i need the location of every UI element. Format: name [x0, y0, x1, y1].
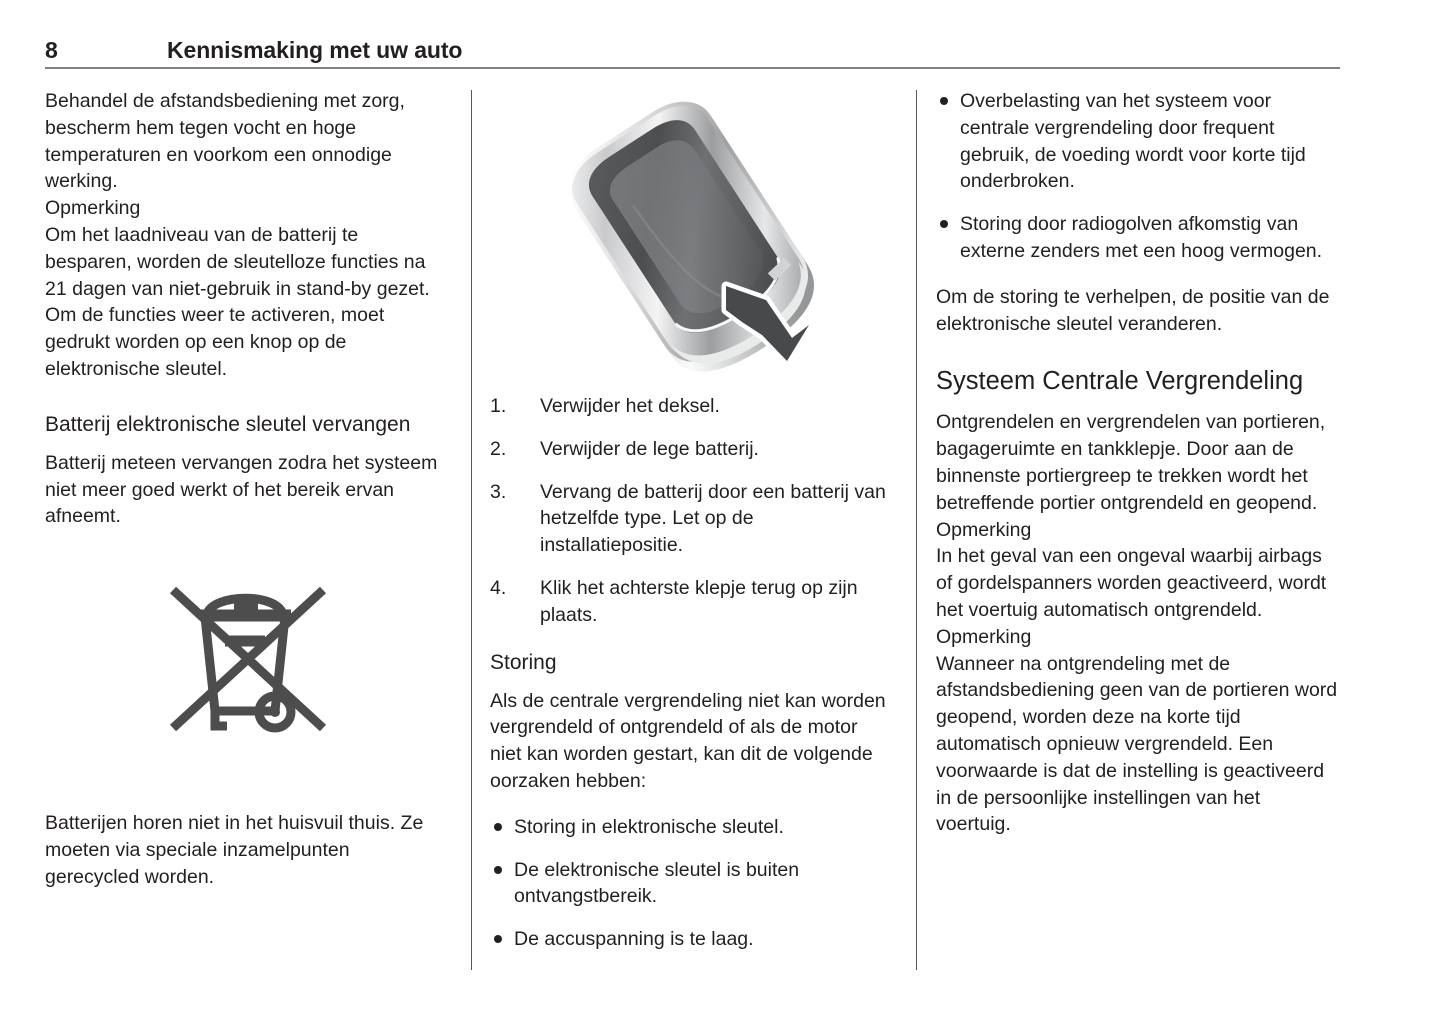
battery-replacement-heading: Batterij elektronische sleutel vervangen — [45, 412, 411, 436]
fault-causes-list — [490, 814, 894, 953]
page-number: 8 — [45, 37, 58, 63]
list-item: De accuspanning is te laag. — [490, 926, 894, 953]
page-header — [45, 36, 1340, 70]
column-divider-left — [471, 90, 472, 970]
note-paragraph: Om het laadniveau van de batterij te besparen, worden de sleutelloze functies na 21 dagen van niet-gebruik in stand-by gezet. Om de functies weer te activeren, moet gedrukt worden op een knop op de elektronische sleutel. — [45, 223, 430, 380]
intro-paragraph: Behandel de afstandsbediening met zorg, bescherm hem tegen vocht en hoge temperaturen en voorkom een onnodige werking. — [45, 90, 405, 193]
fault-paragraph: Als de centrale vergrendeling niet kan worden vergrendeld of ontgrendeld of als de motor niet kan worden gestart, kan dit de volgende oorzaken hebben: — [490, 689, 886, 792]
key-fob-figure — [490, 88, 894, 393]
list-item: De elektronische sleutel is buiten ontvangstbereik. — [490, 857, 894, 911]
column-2 — [490, 88, 894, 953]
step-number: 3. — [490, 480, 507, 503]
column-divider-right — [916, 90, 917, 970]
electronic-key-fob-illustration — [490, 88, 894, 393]
list-item — [490, 575, 894, 629]
central-locking-heading: Systeem Centrale Vergrendeling — [936, 367, 1304, 396]
header-rule-divider — [45, 67, 1340, 69]
step-text: Klik het achterste klepje terug op zijn plaats. — [540, 576, 858, 626]
battery-replacement-paragraph: Batterij meteen vervangen zodra het systeem niet meer goed werkt of het bereik ervan afneemt. — [45, 451, 438, 528]
step-text: Verwijder het deksel. — [540, 395, 720, 417]
column-3 — [936, 88, 1340, 838]
list-item — [490, 436, 894, 463]
note-paragraph-2: Wanneer na ontgrendeling met de afstandsbediening geen van de portieren word geopend, worden deze na korte tijd automatisch opnieuw vergrendeld. Een voorwaarde is dat de instelling is geactiveerd in de persoonlijke instellingen van het voertuig. — [936, 652, 1338, 836]
fault-heading: Storing — [490, 650, 557, 674]
step-number: 4. — [490, 576, 507, 599]
column-1 — [45, 88, 449, 891]
three-column-body — [0, 88, 1445, 973]
crossed-out-wheeled-bin-icon — [163, 576, 333, 746]
step-text: Vervang de batterij door een batterij van hetzelfde type. Let op de installatiepositie. — [540, 480, 886, 557]
list-item: Storing in elektronische sleutel. — [490, 814, 894, 841]
note-label: Opmerking — [45, 197, 141, 220]
step-number: 1. — [490, 395, 507, 417]
battery-steps-list — [490, 393, 894, 629]
list-item: Storing door radiogolven afkomstig van externe zenders met een hoog vermogen. — [936, 211, 1340, 265]
recycling-paragraph: Batterijen horen niet in het huisvuil thuis. Ze moeten via speciale inzamelpunten gerecycled worden. — [45, 812, 424, 888]
note-label-2: Opmerking — [936, 625, 1032, 648]
remedy-paragraph: Om de storing te verhelpen, de positie van de elektronische sleutel veranderen. — [936, 285, 1330, 335]
weee-figure — [45, 576, 449, 791]
list-item: Overbelasting van het systeem voor centrale vergrendeling door frequent gebruik, de voeding wordt voor korte tijd onderbroken. — [936, 88, 1340, 195]
central-locking-paragraph: Ontgrendelen en vergrendelen van portieren, bagageruimte en tankklepje. Door aan de binnenste portiergreep te trekken wordt het betreffende portier ontgrendeld en geopend. — [936, 411, 1326, 514]
fault-causes-list-continued — [936, 88, 1340, 265]
step-number: 2. — [490, 437, 507, 460]
list-item — [490, 393, 894, 420]
chapter-title: Kennismaking met uw auto — [167, 37, 463, 63]
step-text: Verwijder de lege batterij. — [540, 437, 759, 460]
list-item — [490, 479, 894, 559]
note-paragraph-1: In het geval van een ongeval waarbij airbags of gordelspanners worden geactiveerd, wordt het voertuig automatisch ontgrendeld. — [936, 545, 1327, 621]
note-label-1: Opmerking — [936, 518, 1032, 541]
